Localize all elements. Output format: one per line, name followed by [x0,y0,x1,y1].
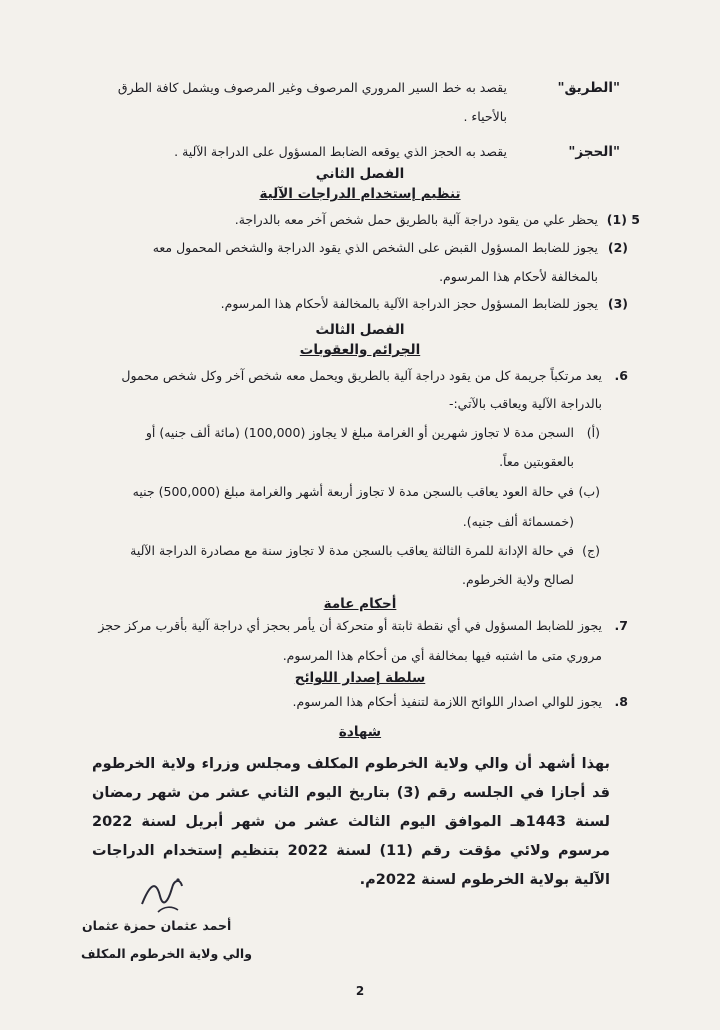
article6-line1: يعد مرتكباً جريمة كل من يقود دراجة آلية بالطريق ويحمل معه شخص آخر وكل شخص محمول [121,368,602,383]
chapter2-item1-num: 5 (1) [606,212,640,227]
clause-a-label: (أ) [586,425,600,440]
certificate-text: بهذا أشهد أن والي ولاية الخرطوم المكلف ومجلس وزراء ولاية الخرطوم قد أجازا في الجلسه رقم (3) بتاريخ اليوم الثاني عشر من شهر رمضان لسنة 1443هـ الموافق اليوم الثالث عشر من شهر أبريل لسنة 2022 مرسوم ولائي مؤقت رقم (11) لسنة 2022 بتنظيم إستخدام الدراجات الآلية بولاية الخرطوم لسنة 2022م. [92,756,610,888]
chapter2-item2-line1: يجوز للضابط المسؤول القبض على الشخص الذي يقود الدراجة والشخص المحمول معه [152,240,598,255]
signature-scribble [136,872,188,918]
clause-b-line1: في حالة العود يعاقب بالسجن مدة لا تجاوز أربعة أشهر والغرامة مبلغ (500,000) جنيه [132,484,574,499]
certificate-title: شهادة [338,724,382,740]
clause-a-line1: السجن مدة لا تجاوز شهرين أو الغرامة مبلغ لا يجاوز (100,000) (مائة ألف جنيه) أو [145,425,574,440]
chapter3-subtitle: الجرائم والعقوبات [299,342,421,358]
clause-b-line2: (خمسمائة ألف جنيه). [462,514,574,529]
article7-line1: يجوز للضابط المسؤول في أي نقطة ثابتة أو متحركة أن يأمر بحجز أي دراجة آلية بأقرب مركز حجز [98,618,602,633]
chapter2-subtitle: تنظيم إستخدام الدراجات الآلية [259,186,461,202]
chapter3-title: الفصل الثالث [315,322,405,338]
definition-text-road-line1: يقصد به خط السير المروري المرصوف وغير المرصوف ويشمل كافة الطرق [117,80,507,95]
regulations-title: سلطة إصدار اللوائح [294,670,426,686]
definition-text-seizure: يقصد به الحجز الذي يوقعه الضابط المسؤول على الدراجة الآلية . [174,144,507,159]
definition-term-seizure: "الحجز" [568,144,620,160]
general-title: أحكام عامة [323,596,397,612]
chapter2-item2-line2: بالمخالفة لأحكام هذا المرسوم. [439,269,598,284]
clause-c-line2: لصالح ولاية الخرطوم. [462,572,574,587]
signatory-name: أحمد عثمان حمزة عثمان [82,918,232,933]
clause-b-label: (ب) [578,484,600,499]
chapter2-item3-line1: يجوز للضابط المسؤول حجز الدراجة الآلية بالمخالفة لأحكام هذا المرسوم. [220,296,598,311]
definition-text-road-line2: بالأحياء . [463,109,507,124]
chapter2-item3-num: (3) [607,296,628,311]
chapter2-title: الفصل الثاني [315,166,405,182]
definition-term-road: "الطريق" [557,80,620,96]
article6-line2: بالدراجة الآلية ويعاقب بالآتي:- [448,396,602,411]
article8-num: 8. [614,694,628,709]
article7-num: 7. [614,618,628,633]
page-number: 2 [355,984,365,998]
article8-text: يجوز للوالي اصدار اللوائح اللازمة لتنفيذ أحكام هذا المرسوم. [292,694,602,709]
chapter2-item2-num: (2) [607,240,628,255]
chapter2-item1-line1: يحظر علي من يقود دراجة آلية بالطريق حمل شخص آخر معه بالدراجة. [234,212,598,227]
signatory-title: والي ولاية الخرطوم المكلف [81,946,252,961]
article6-num: 6. [614,368,628,383]
clause-c-line1: في حالة الإدانة للمرة الثالثة يعاقب بالسجن مدة لا تجاوز سنة مع مصادرة الدراجة الآلية [130,543,574,558]
clause-a-line2: بالعقوبتين معاً. [499,454,574,469]
clause-c-label: (ج) [582,543,600,558]
article7-line2: مروري متى ما اشتبه فيها بمخالفة أي من أحكام هذا المرسوم. [282,648,602,663]
